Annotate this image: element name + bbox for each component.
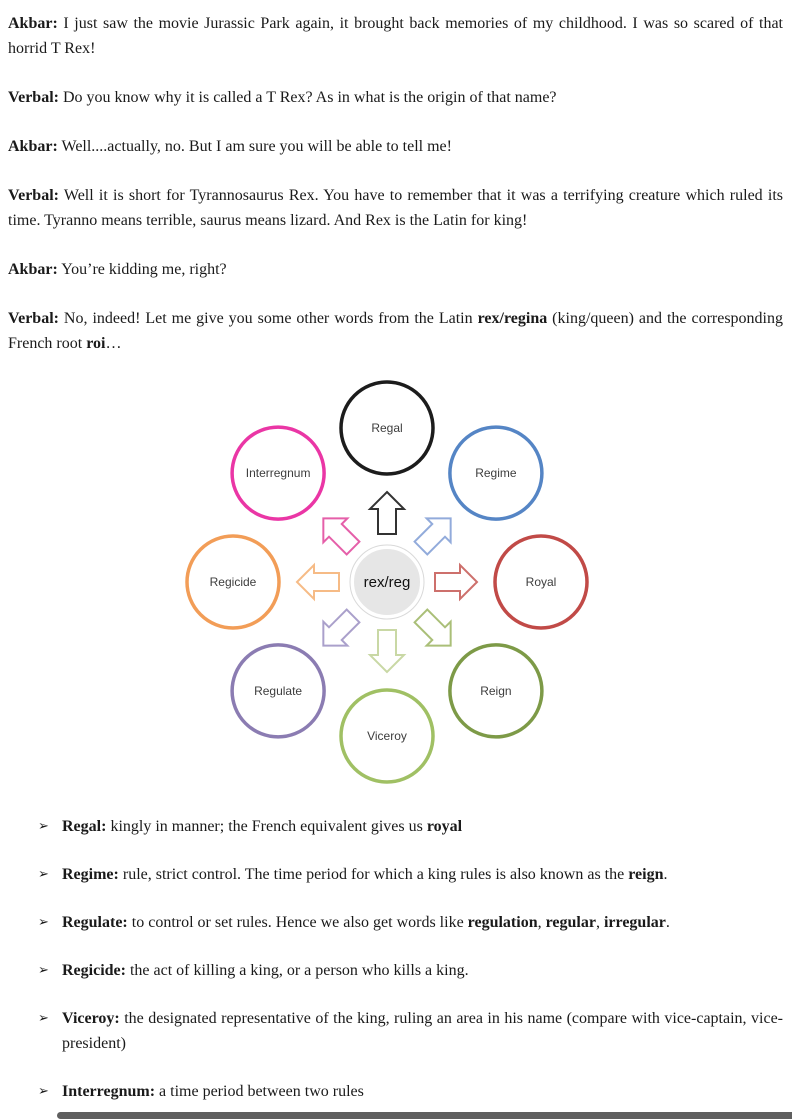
node-label-reign: Reign — [480, 683, 512, 698]
dialogue-text: (king/queen) and the corresponding French root — [8, 310, 783, 352]
definition-body: the designated representative of the king, ruling an area in his name (compare with vice-captain, vice-president) — [62, 1010, 783, 1052]
definition-body: rule, strict control. The time period for which a king rules is also known as the — [118, 866, 629, 883]
definition-text — [62, 1010, 783, 1052]
definition-item — [8, 958, 783, 983]
bullet-arrow-icon: ➢ — [38, 819, 49, 834]
rex-reg-diagram — [0, 380, 792, 800]
defined-term: Regulate: — [62, 914, 128, 931]
speaker-label: Verbal: — [8, 310, 59, 327]
bullet-arrow-icon: ➢ — [38, 867, 49, 882]
speaker-label: Akbar: — [8, 261, 58, 278]
diverging-arrow-icon — [409, 604, 463, 658]
speaker-label: Verbal: — [8, 187, 59, 204]
diagram-canvas — [0, 380, 792, 800]
defined-term: regular — [545, 914, 596, 931]
definition-item — [8, 910, 783, 935]
definition-item — [8, 1079, 783, 1104]
diverging-arrow-icon — [435, 565, 477, 599]
dialogue-text: … — [105, 335, 122, 352]
definition-body: , — [595, 914, 604, 931]
diverging-arrow-icon — [311, 506, 365, 560]
bullet-arrow-icon: ➢ — [38, 963, 49, 978]
dialogue-text: Well....actually, no. But I am sure you will be able to tell me! — [57, 138, 452, 155]
dialogue-text: I just saw the movie Jurassic Park again, it brought back memories of my childhood. I was so scared of that horrid T Rex! — [8, 15, 783, 57]
emphasized-word: roi — [86, 335, 106, 352]
emphasized-word: rex/regina — [477, 310, 548, 327]
definition-text — [62, 962, 469, 979]
definition-text — [62, 818, 462, 835]
defined-term: Regal: — [62, 818, 107, 835]
defined-term: Viceroy: — [62, 1010, 120, 1027]
definition-item — [8, 1006, 783, 1056]
bullet-arrow-icon: ➢ — [38, 1011, 49, 1026]
dialogue-text: No, indeed! Let me give you some other words from the Latin — [58, 310, 478, 327]
speaker-label: Akbar: — [8, 138, 58, 155]
diverging-arrow-icon — [370, 492, 404, 534]
bullet-arrow-icon: ➢ — [38, 1084, 49, 1099]
definition-item — [8, 862, 783, 887]
defined-term: Interregnum: — [62, 1083, 156, 1100]
definitions-list — [8, 814, 783, 1104]
definition-body: the act of killing a king, or a person who kills a king. — [125, 962, 469, 979]
node-label-regime: Regime — [475, 466, 517, 481]
defined-term: reign — [628, 866, 664, 883]
definition-text — [62, 866, 668, 883]
dialogue-paragraph — [8, 306, 783, 356]
speaker-label: Akbar: — [8, 15, 58, 32]
diverging-arrow-icon — [311, 604, 365, 658]
defined-term: Regicide: — [62, 962, 126, 979]
dialogue-text: Do you know why it is called a T Rex? As in what is the origin of that name? — [58, 89, 557, 106]
dialogue-text: You’re kidding me, right? — [57, 261, 227, 278]
defined-term: Regime: — [62, 866, 119, 883]
definition-text — [62, 914, 670, 931]
definition-item — [8, 814, 783, 839]
node-label-interregnum: Interregnum — [245, 466, 311, 481]
center-root-label: rex/reg — [363, 574, 411, 591]
diverging-arrow-icon — [370, 630, 404, 672]
node-label-regicide: Regicide — [209, 575, 257, 589]
definition-body: . — [663, 866, 668, 883]
defined-term: irregular — [603, 914, 666, 931]
horizontal-scrollbar-thumb[interactable] — [57, 1112, 792, 1119]
dialogue-section — [8, 11, 783, 356]
dialogue-paragraph — [8, 134, 783, 159]
dialogue-paragraph — [8, 183, 783, 233]
definition-body: , — [537, 914, 546, 931]
definition-text — [62, 1083, 364, 1100]
dialogue-text: Well it is short for Tyrannosaurus Rex. You have to remember that it was a terrifying creature which ruled its time. Tyranno means terrible, saurus means lizard. And Rex is the Latin for king! — [8, 187, 783, 229]
node-label-royal: Royal — [525, 575, 557, 589]
definition-body: kingly in manner; the French equivalent gives us — [106, 818, 427, 835]
dialogue-paragraph — [8, 11, 783, 61]
definition-body: a time period between two rules — [155, 1083, 364, 1100]
definition-body: to control or set rules. Hence we also get words like — [127, 914, 468, 931]
definition-body: . — [665, 914, 670, 931]
defined-term: royal — [426, 818, 463, 835]
dialogue-paragraph — [8, 257, 783, 282]
node-label-regulate: Regulate — [254, 683, 303, 698]
defined-term: regulation — [467, 914, 538, 931]
diverging-arrow-icon — [297, 565, 339, 599]
bullet-arrow-icon: ➢ — [38, 915, 49, 930]
node-label-regal: Regal — [371, 421, 403, 435]
speaker-label: Verbal: — [8, 89, 59, 106]
diverging-arrow-icon — [409, 506, 463, 560]
node-label-viceroy: Viceroy — [367, 729, 407, 743]
dialogue-paragraph — [8, 85, 783, 110]
